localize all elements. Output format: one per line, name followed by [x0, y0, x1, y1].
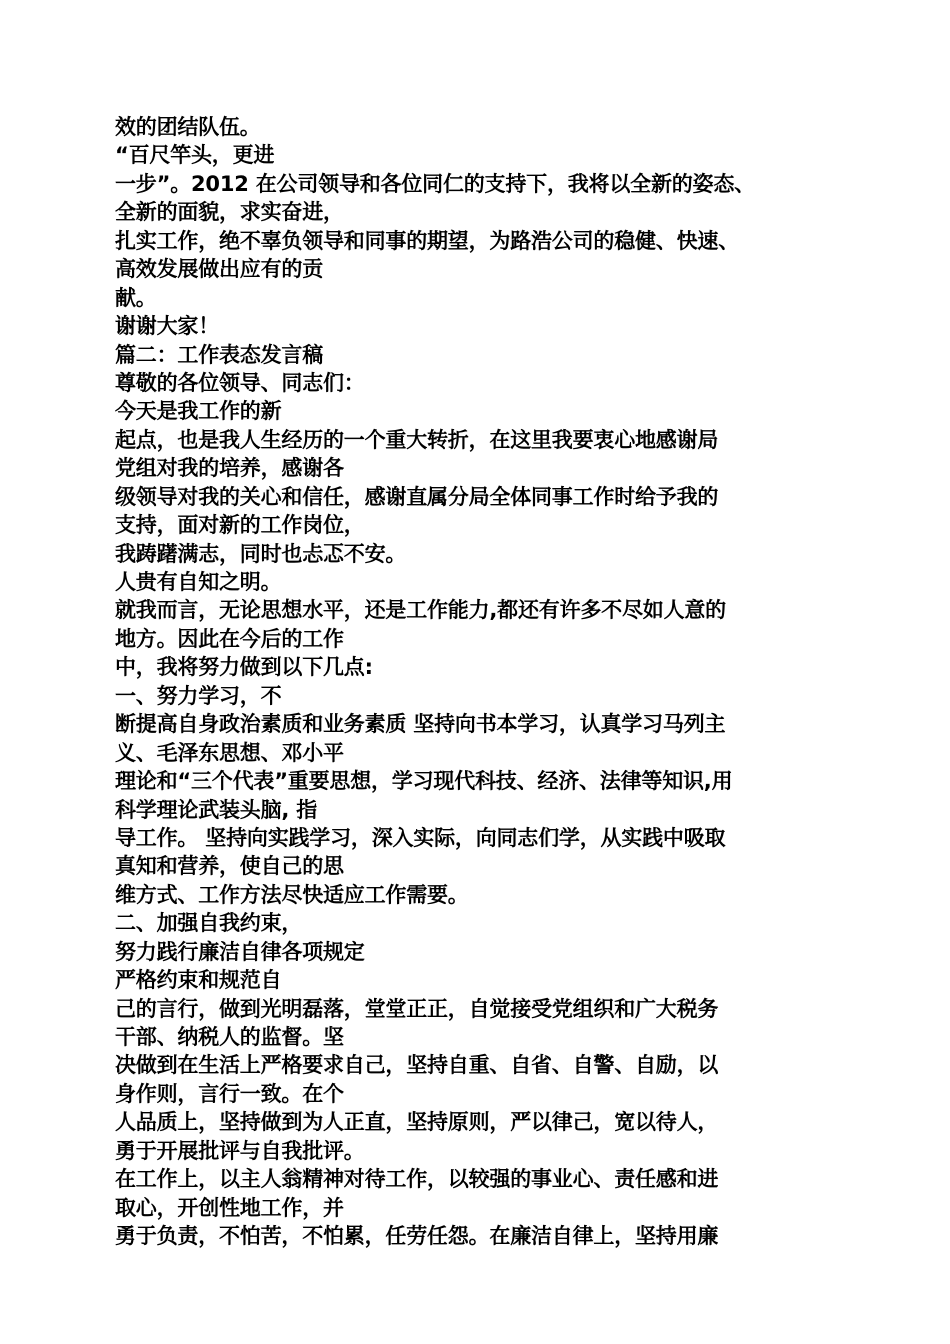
text-line: 理论和“三个代表”重要思想，学习现代科技、经济、法律等知识,用	[115, 769, 733, 794]
text-line: 献。	[115, 285, 157, 310]
text-line: 取心，开创性地工作，并	[115, 1195, 344, 1220]
text-line: 身作则，言行一致。在个	[115, 1081, 344, 1106]
text-line: 己的言行，做到光明磊落，堂堂正正，自觉接受党组织和广大税务	[115, 996, 719, 1021]
text-line: 全新的面貌，求实奋进，	[115, 200, 344, 225]
text-line: 起点，也是我人生经历的一个重大转折，在这里我要衷心地感谢局	[115, 427, 719, 452]
text-line: 谢谢大家！	[115, 314, 219, 339]
text-line: 在工作上，以主人翁精神对待工作，以较强的事业心、责任感和进	[115, 1167, 719, 1192]
text-line: 我踌躇满志，同时也忐忑不安。	[115, 541, 407, 566]
text-line: 支持，面对新的工作岗位，	[115, 513, 365, 538]
text-line: 人贵有自知之明。	[115, 570, 282, 594]
text-line: 一步”。2012 在公司领导和各位同仁的支持下，我将以全新的姿态、	[115, 171, 755, 196]
text-line: 今天是我工作的新	[115, 399, 282, 424]
document-body	[115, 113, 835, 1251]
text-line: “百尺竿头，更进	[115, 143, 275, 168]
text-line: 效的团结队伍。	[115, 115, 261, 139]
text-line: 勇于开展批评与自我批评。	[115, 1138, 365, 1163]
text-line: 干部、纳税人的监督。坚	[115, 1025, 344, 1049]
text-line: 级领导对我的关心和信任，感谢直属分局全体同事工作时给予我的	[115, 484, 719, 509]
text-line: 科学理论武装头脑, 指	[115, 797, 318, 822]
text-line: 严格约束和规范自	[115, 968, 282, 993]
text-line: 扎实工作，绝不辜负领导和同事的期望，为路浩公司的稳健、快速、	[115, 228, 739, 253]
text-line: 决做到在生活上严格要求自己，坚持自重、自省、自警、自励，以	[115, 1053, 719, 1078]
text-line: 就我而言，无论思想水平，还是工作能力,都还有许多不尽如人意的	[115, 598, 726, 623]
section-heading: 篇二：工作表态发言稿	[115, 342, 323, 367]
text-line: 勇于负责，不怕苦，不怕累，任劳任怨。在廉洁自律上，坚持用廉	[115, 1224, 719, 1249]
text-line: 义、毛泽东思想、邓小平	[115, 740, 344, 765]
text-line: 地方。因此在今后的工作	[115, 626, 344, 651]
text-line: 断提高自身政治素质和业务素质 坚持向书本学习，认真学习马列主	[115, 712, 726, 737]
text-line: 人品质上，坚持做到为人正直，坚持原则，严以律己，宽以待人，	[115, 1110, 719, 1135]
salutation: 尊敬的各位领导、同志们：	[115, 370, 365, 395]
text-line: 中，我将努力做到以下几点:	[115, 655, 373, 680]
text-line: 高效发展做出应有的贡	[115, 257, 323, 282]
list-heading-1: 一、努力学习，不	[115, 683, 282, 708]
list-heading-2: 二、加强自我约束，	[115, 911, 303, 936]
text-line: 努力践行廉洁自律各项规定	[115, 939, 365, 964]
text-line: 维方式、工作方法尽快适应工作需要。	[115, 882, 469, 907]
text-line: 导工作。 坚持向实践学习，深入实际，向同志们学，从实践中吸取	[115, 825, 726, 850]
text-line: 真知和营养，使自己的思	[115, 854, 344, 879]
text-line: 党组对我的培养，感谢各	[115, 456, 344, 481]
